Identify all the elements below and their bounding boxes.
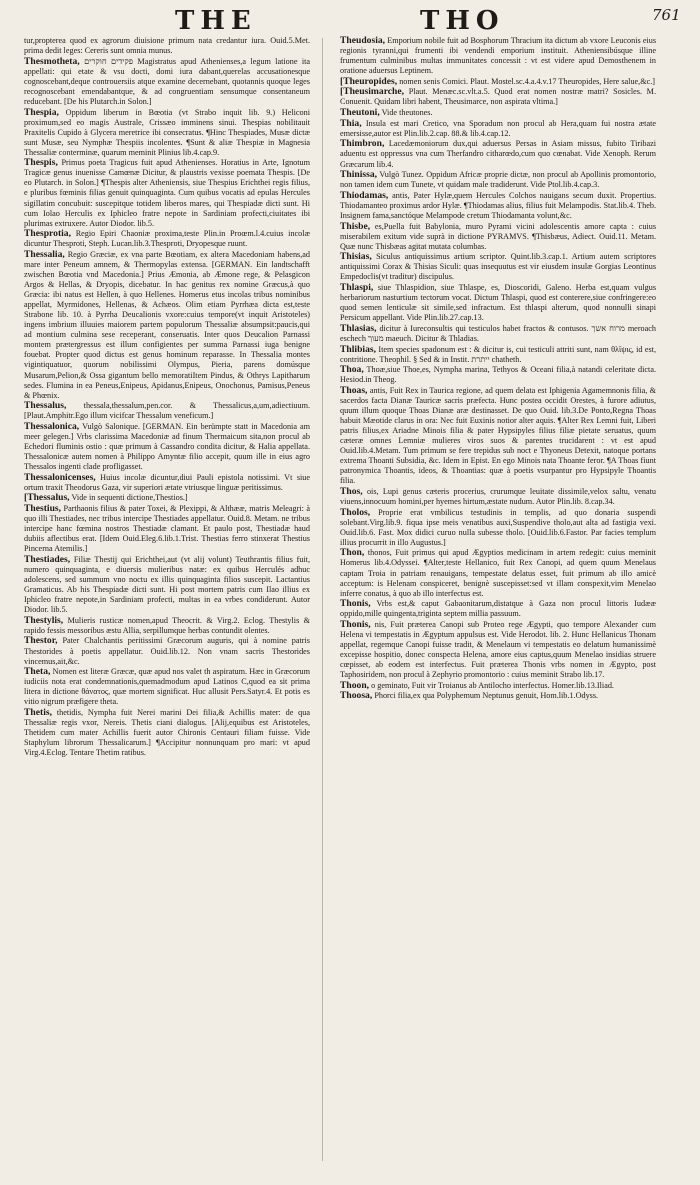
dictionary-entry <box>24 422 310 472</box>
dictionary-entry <box>340 487 656 507</box>
dictionary-entry <box>24 158 310 228</box>
dictionary-entry <box>340 222 656 252</box>
entry-headword: Thlaspi, <box>340 282 374 294</box>
entry-definition: Vide theutones. <box>381 108 433 118</box>
running-head-left: THE <box>175 6 257 36</box>
entry-headword: Thinissa, <box>340 169 378 181</box>
entry-headword: Theutoni, <box>340 107 380 119</box>
dictionary-entry <box>340 324 656 344</box>
dictionary-entry <box>24 57 310 107</box>
entry-headword: Thiodamas, <box>340 189 389 201</box>
dictionary-entry <box>340 191 656 221</box>
entry-definition: Siculus antiquissimus artium scriptor. Quint.lib.3.cap.1. Artium autem scriptores antiquissimi Corax & Thisias Siculi: quas insequutus est vir eiusdem insulæ Gorgias Leontinus Empedoclis(vt traditur) discipulus. <box>340 252 657 282</box>
dictionary-entry <box>340 681 656 691</box>
entry-definition: Vulgò Tunez. Oppidum Africæ proprie dictæ, non procul ab Apollinis promontorio, non tamen idem cum Tunete, vt quidam male tradiderunt. Vide Ptol.lib.4.cap.3. <box>340 170 656 190</box>
entry-definition: Pater Chalchantis peritissimi Græcorum auguris, qui à nomine patris Thestorides à poetis appellatur. Ouid.lib.12. Non vnam sacris Thestorides vincemus,ait,&c. <box>24 636 310 666</box>
dictionary-entry <box>340 36 656 76</box>
dictionary-entry <box>340 691 656 701</box>
dictionary-entry <box>24 229 310 249</box>
entry-definition: Thoæ,siue Thoe,es, Nympha marina, Tethyos & Oceani filia,à natandi celeritate dicta. Hesiod.in Theog. <box>340 365 656 385</box>
entry-headword: [Theusimarche, <box>340 86 405 98</box>
dictionary-entry <box>340 77 656 87</box>
entry-definition: es,Puella fuit Babylonia, muro Pyrami vicini adolescentis amore capta : cuius miserabilem exitum vide suprà in dictione PYRAMVS. ¶Thisbæus, Adiect. Ouid.11. Metam. Quæ nunc Thisbæas agitat mutata columbas. <box>340 221 656 251</box>
dictionary-entry <box>24 36 310 56</box>
entry-definition: Proprie erat vmbilicus testudinis in templis, ad quo donaria suspendi solebant.Virg.lib.9. fiqua ipse meis venatibus auxi,Suspendive tholo,aut alta ad fastigia vexi. Ouid.lib.6. Fast. Mox didici curuo nulla subesse tholo. [Ouid.lib.6.Fastor. Par facies templum illius procurrit in illo Augustus.] <box>340 507 657 547</box>
entry-headword: Thoas, <box>340 384 368 396</box>
right-column <box>340 36 656 702</box>
entry-headword: Thespia, <box>24 106 59 118</box>
dictionary-entry <box>340 508 656 548</box>
dictionary-entry <box>340 345 656 365</box>
entry-definition: Mulieris rusticæ nomen,apud Theocrit. & Virg.2. Eclog. Thestylis & rapido fessis messoribus æstu Allia, serpillumque herbas contundit olentes. <box>24 615 310 635</box>
entry-definition: siue Thlaspidion, siue Thlaspe, es, Dioscoridi, Galeno. Herba est,quam vulgus herbariorum nasturtium tectorum vocat. Dictum Thlaspi, quod est conterere,siue confringere:eo quod semen lenticulæ sit simile,sed infractum. Est thlaspi alterum, quod nonnulli sinapi Persicum appellant. Vide Plin.lib.27.cap.13. <box>340 283 657 323</box>
dictionary-entry <box>24 493 310 503</box>
entry-definition: Primus poeta Tragicus fuit apud Athenienses. Horatius in Arte, Ignotum Tragicæ genus inuenisse Camœnæ Dicitur, & plaustris vexisse poemata Thespis. [De eo Plutarch. in Solon.] ¶Thespis alter Atheniensis, siue Thespius Erichthei regis filius, e pluribus fœminis filias genuit quinquaginta. Cum quibus vocatis ad epulas Hercules sigillatim concubuit: suscepitque totidem liberos mares, qui Thespiadæ dicti sunt. Hi cum Iolao Herculis ex Iphicleo fratre nepote in Sardiniam profecti,ciuitates ibi plurimas extruxere. Autor Diodor. lib.5. <box>24 158 311 228</box>
entry-definition: thetidis, Nympha fuit Nerei marini Dei filia,& Achillis mater: de qua Thessaliæ regis vxor, Nereis. Thetis ciani dialogus. [Alij,equibus est Aristoteles, Thetidem cum mater Achillis fuerit autor Chironis Centauri filiam fuisse. Vide Staphylum librorum Thessalicarum.] ¶Accipitur nonnunquam pro mari: vt apud Virg.4.Eclog. Tentare Thetim ratibus. <box>24 708 310 758</box>
dictionary-entry <box>340 365 656 385</box>
entry-headword: Tholos, <box>340 506 371 518</box>
entry-definition: antis, Fuit Rex in Taurica regione, ad quem delata est Iphigenia Agamemnonis filia, & sacerdos facta Dianæ Tauricæ sacris præfecta. Hunc postea occidit Orestes, à furore adiutus, quum illum quoque Thoas Dianæ aræ destinasset. De quo Ouid. lib.3.De Ponto,Regna Thoas habuit Mæotide clarus in ora: Nec fuit Euxinis notior alter aquis. ¶Alter Rex Lemni fuit, Liberi patris filius,ex Ariadne Minois filia & pater Hypsipyles filius filiæ pietate seruatus, quum cæteræ omnes Lemniæ mulieres viros suos & parentes trucidarent : vt est apud Ouid.lib.4.Metam. Tum primum se fere trepidus sub noct e Thyoneus Detexit, natoque portans extrema Thoanti Subsidia, &c. Idem in Epist. En ego Minois nata Thoante feror. ¶A Thoas fiunt patronymica Thoantis, ideos, & Thoantias: quæ à poetis vsurpantur pro Hypsipyle Thoantis filia. <box>340 385 656 486</box>
entry-headword: Thestylis, <box>24 614 64 626</box>
entry-definition: Item species spadonum est : & dicitur is, cui testiculi attriti sunt, nam θλῖψις, id est, contritione. Theophil. § Sed & in Instit. ייתרת chatheth. <box>340 344 656 364</box>
entry-headword: Thia, <box>340 117 362 129</box>
left-column <box>24 36 310 759</box>
entry-headword: Thessalia, <box>24 248 65 260</box>
column-divider <box>322 38 323 1161</box>
dictionary-entry <box>24 616 310 636</box>
dictionary-entry <box>340 386 656 486</box>
entry-headword: Thimbron, <box>340 138 385 150</box>
entry-headword: Thlasias, <box>340 322 377 334</box>
page-number: 761 <box>652 6 681 24</box>
entry-headword: Thon, <box>340 547 365 559</box>
entry-definition: Plaut. Menæc.sc.vlt.a.5. Quod erat nomen nostræ matri? Sosicles. M. Conuenit. Quidam libri habent, Theusimarce, non aspirata vltima.] <box>340 87 656 107</box>
entry-headword: Theudosia, <box>340 35 386 46</box>
entry-definition: Lacedæmoniorum dux,qui aduersus Persas in Asiam missus, fubito Tiribazi aduentu est oppressus vna cum Therfandro citharœdo,cum quo cœnabat. Vide Xenoph. Rerum Græcarum lib.4. <box>340 139 656 169</box>
dictionary-entry <box>24 504 310 554</box>
entry-headword: Thestius, <box>24 503 62 515</box>
dictionary-entry <box>24 555 310 615</box>
entry-definition: Insula est mari Cretico, vna Sporadum non procul ab Hera,quam fui nostra ætate emersisse,autor est Plin.lib.2.cap. 88.& lib.4.cap.12. <box>340 118 657 138</box>
entry-headword: Thessalonicenses, <box>24 471 96 483</box>
entry-headword: Thoa, <box>340 364 364 376</box>
running-head-right: THO <box>420 6 505 36</box>
entry-headword: Thesprotia, <box>24 228 71 240</box>
entry-headword: Thesmotheta, <box>24 55 80 67</box>
entry-headword: Thespis, <box>24 157 58 169</box>
dictionary-entry <box>340 119 656 139</box>
dictionary-entry <box>340 548 656 598</box>
entry-headword: Theta, <box>24 666 51 678</box>
entry-definition: dicitur à Iureconsultis qui testiculos habet fractos & contusos. מרוח אשך meroach eschech מעוך maeuch. Dicitur & Thladias. <box>340 323 657 343</box>
entry-headword: Thisbe, <box>340 220 371 232</box>
entry-headword: Thoosa, <box>340 690 373 702</box>
entry-definition: o geminato, Fuit vir Troianus ab Antilocho interfectus. Homer.lib.13.Iliad. <box>371 680 614 690</box>
dictionary-entry <box>340 170 656 190</box>
entry-headword: Thos, <box>340 485 363 497</box>
entry-definition: Vrbs est,& caput Gabaonitarum,distatque à Gaza non procul littoris Iudææ oppido,mille quingenta,triginta septem millia passuum. <box>340 599 656 619</box>
dictionary-entry <box>340 108 656 118</box>
dictionary-entry <box>24 667 310 707</box>
dictionary-entry <box>24 401 310 421</box>
dictionary-entry <box>340 283 656 323</box>
entry-headword: Thetis, <box>24 707 52 718</box>
entry-headword: Thessalus, <box>24 400 67 412</box>
entry-definition: tur,propterea quod ex agrorum diuisione primum nata credantur iura. Ouid.5.Met. prima dedit leges: Cereris sunt omnia munus. <box>24 36 310 56</box>
entry-definition: Huius incolæ dicuntur,diui Pauli epistola notissimi. Vt siue ortum traxit Theodorus Gaza, vir superiori ætate vtriusque linguæ peritissimus. <box>24 472 311 492</box>
entry-definition: antis, Pater Hylæ,quem Hercules Colchos nauigans secum duxit. Propertius. Thiodamanteo proximus ardor Hylæ. ¶Thiodamas alius, filius fuit Melampodis. Stat.lib.4. Theb. Insignem fama,sanctóque Melampode cretum Thiodamanta volunt,&c. <box>340 190 657 220</box>
dictionary-entry <box>24 636 310 666</box>
entry-headword: Thonis, <box>340 618 371 630</box>
entry-headword: Thisias, <box>340 251 372 263</box>
entry-definition: Emporium nobile fuit ad Bosphorum Thracium ita dictum ab vxore Leuconis eius regionis tyranni,qui frumenti ibi vendendi emporium instituit. Atheniensibúsque illine frumentum culminibus multas immunitates concessit : vt est videre apud Demosthenem in oratione aduersus Leptinem. <box>340 36 657 76</box>
entry-definition: Parthaonis filius & pater Toxei, & Plexippi, & Althææ, matris Meleagri: à quo illi Thestiades, nec tribus intercipe Thestiades appellatur. Ouid.8. Metam. ne tribus intercipe hanc fœmina nostros Thestiadæ clamant. Et paulo post, Thestiadæ haud dubiis aflectibus erat. [Idem Ouid.Eleg.6.lib.1.Trist. Thestias ferro stinxerat Thestius Pincerna Atemilis.] <box>24 504 310 554</box>
dictionary-entry <box>24 473 310 493</box>
dictionary-entry <box>340 620 656 680</box>
entry-headword: Thessalonica, <box>24 420 80 432</box>
entry-definition: Regio Græciæ, ex vna parte Bœotiam, ex altera Macedoniam habens,ad mare inter Peneum amnem, & Thermopylas extensa. [GERMAN. Ein landtschafft zwischen Bœotia vnd Macedonia.] Prius Æmonia, ab Æmone rege, & Pelasgicon Argos & Hellas, & Dryopis, dicebatur. In hac genitus rex nomine Græcus,à quo Græcia: ibi natus est Hellen, à quo Hellenes. Homerus etus incolas tribus nominibus appellat, Myrmidones, Hellenas, & Achæos. Olim etiam Pyrrhæa dicta est,teste Strabone lib. 10. à Pyrrha Deucalionis vxore:cuius tempore(vt inquit Aristoteles) ingens imbrium illuuies maiorem partem populorum Thessaliæ absumpsit:paucis,qui ad montium culmina sese receperant, conseruatis. Inter quos Deucalion Parnassi montem prætergressus est illum configientes per summa Parnassi iuga benigne fouebat. Propter quod dictus est genus hominum reparasse. In Thessalia montes vigintiquatuor, quorum nobilissimi Olympus, Pieria, parens domúsque Musarum,Pelion,& Ossa gigantum bello memoratiItem Pindus, & Othrys Lapitharum sedes. Flumina in ea Peneus,Enipeus, Apidanus,Enipeus, Onochonus, Pamisus,Peneus & Phœnix. <box>24 249 310 400</box>
dictionary-entry <box>340 87 656 107</box>
entry-definition: thessala,thessalum,pen.cor. & Thessalicus,a,um,adiectiuum. [Plaut.Amphitr.Ego illum vicifcar Thessalum veneficum.] <box>24 401 310 421</box>
entry-definition: Oppidum liberum in Bœotia (vt Strabo inquit lib. 9.) Heliconi proximum,sed eo magis Australe, Crissæo imminens sinui. Thespias nobilitauit Praxitelis Cupido à Glycera meretrice ibi consecratus. ¶Hinc Thespiades, Musæ dictæ sunt Musæ, seu Nymphæ Thespiis incolentes. ¶Sunt & aliæ Thespiæ in Magnesia Thessaliæ conterminæ, quarum meminit Plinius lib.4.cap.9. <box>24 107 310 157</box>
dictionary-entry <box>24 108 310 158</box>
entry-headword: Thlibias, <box>340 343 376 355</box>
dictionary-entry <box>24 250 310 401</box>
entry-definition: nis, Fuit præterea Canopi sub Proteo rege Ægypti, quo tempore Alexander cum Helena vi tempestatis in Ægyptum appulsus est. Vide Herodot. lib. 2. Hunc Hellanicus Thonam appellat, regemque Canopi fuisse tradit, & Menelaum vi tempestatis eo delatum humanissimè excepisse hospitio, donec conspecta Helena, amore eius captus,quum Menelao insidias struere cœpisset, ab eodem est interfectus. Fuit præterea Thonis vrbs nomen in Ægypto, post Taphosiridem, non procul à Zephyrio promontorio : cuius meminit Strabo lib.17. <box>340 619 657 680</box>
entry-headword: [Theuropides, <box>340 75 398 87</box>
entry-headword: Thoon, <box>340 679 370 691</box>
entry-definition: Phorci filia,ex qua Polyphemum Neptunus genuit, Hom.lib.1.Odyss. <box>374 691 599 701</box>
entry-definition: Filiæ Thestij qui Erichthei,aut (vt alij volunt) Teuthrantis filius fuit, numero quinquaginta, e diuersis mulieribus natæ: ex quibus Herculés adhuc adolescens, sed summum vno noctu ex illis quinquaginta filios suscepit. Lactantius Gramaticus. Ab his Thespiadæ dicti sunt. Hi post mortem patris cum Ilao illius ex Iphicleo fratre nepote,in Sardiniam profecti, multas in ea vrbes condiderunt. Autor Diodor. lib.5. <box>24 554 311 615</box>
entry-definition: ois, Lupi genus cæteris procerius, crurumque leuitate dissimile,velox saltu, venatu viuens,innocuum homini,per hyemes hirtum,æstate nudum. Autor Plin.lib. 8.cap.34. <box>340 486 656 507</box>
dictionary-entry <box>24 708 310 758</box>
entry-definition: Nomen est literæ Græcæ, quæ apud nos valet th aspiratum. Hæc in Græcorum iudiciis nota erat condemnationis,quemadmodum apud Latinos C,quod ea sit prima litera in dictione θάνατος, quæ mortem significat. Huc allusit Pers.Satyr.4. Et potis es vitio nigrum præfigere theta. <box>24 667 311 707</box>
entry-headword: [Thessalus, <box>24 492 70 504</box>
entry-definition: Regio Epiri Chaoniæ proxima,teste Plin.in Proœm.l.4.cuius incolæ dicuntur Thesproti, Steph. Lucan.lib.3.Thesproti, Dryopesque ruunt. <box>24 229 310 249</box>
entry-definition: thonos, Fuit primus qui apud Ægyptios medicinam in artem redegit: cuius meminit Homerus lib.4.Odyssei. ¶Alter,teste Hellanico, fuit Rex Canopi, ad quem quum Menelaus captam Troia in patriam renauigans, tempestate delatus esset, fuit primum ab illo amicè acceptum: is Helenam conspiceret, benignè suscepisset:sed vt illam conspexit,vim Menelao inferre conatus, à quo ab illo interfectus est. <box>340 548 657 598</box>
entry-definition: nomen senis Comici. Plaut. Mostel.sc.4.a.4.v.17 Theuropides, Here salue,&c.] <box>399 76 655 86</box>
dictionary-entry <box>340 139 656 169</box>
entry-definition: Vide in sequenti dictione,Thestios.] <box>71 493 188 503</box>
entry-headword: Thestor, <box>24 635 58 647</box>
entry-headword: Thonis, <box>340 598 371 610</box>
dictionary-entry <box>340 252 656 282</box>
entry-definition: Vulgò Salonique. [GERMAN. Ein berümpte statt in Macedonia am meer gelegen.] Vrbs clarissima Macedoniæ ad finum Thermaicum sita,non procul ab Echedori fluminis ostio : quæ primum à Cassandro condita dicitur, & Halia appellata. Thessalonicæ autem nomen à Philippo Amyntæ filio accepit, quum ille in eius agro Thessalos ingenti clade profligasset. <box>24 421 310 472</box>
entry-headword: Thestiades, <box>24 553 71 565</box>
entry-definition: פקידים חוקרים Magistratus apud Athenienses,a legum latione ita appellati: qui etate & vsu docti, domi iura dabant,querelas accusationesque cognoscebant,deque controuersiis atque examine decernebant, quotannis quoque leges recognoscebant emendabantque, & ad congruentiam sensumque consentaneum reducebant. [De his Plutarch.in Solon.] <box>24 56 311 106</box>
dictionary-entry <box>340 599 656 619</box>
